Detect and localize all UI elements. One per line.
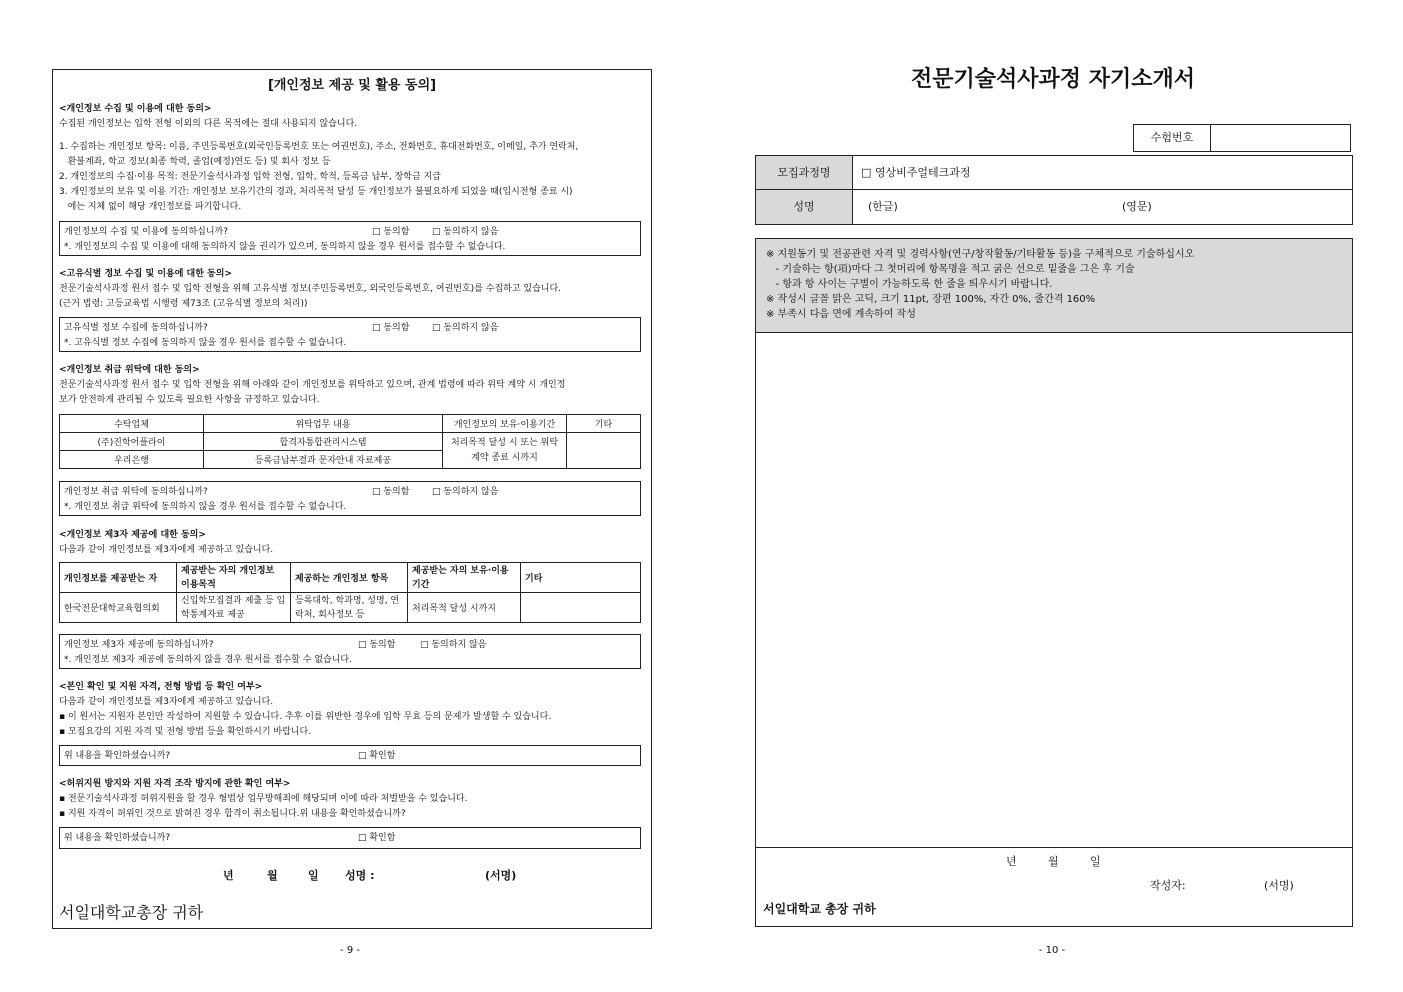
date-year: 년 bbox=[1006, 855, 1017, 868]
table-header: 개인정보의 보유·이용기간 bbox=[443, 415, 567, 433]
confirm-box bbox=[59, 827, 641, 849]
consent-note: *. 개인정보의 수집 및 이용에 대해 동의하지 않을 권리가 있으며, 동의하지 않을 경우 원서를 접수할 수 없습니다. bbox=[64, 242, 506, 252]
table-cell bbox=[521, 593, 641, 623]
instruction-line: - 기술하는 항(項)마다 그 첫머리에 항목명을 적고 굵은 선으로 밑줄을 그은 후 기술 bbox=[766, 264, 1135, 275]
table-header: 수탁업체 bbox=[60, 415, 204, 433]
row-divider bbox=[853, 189, 1352, 190]
sign-month: 월 bbox=[267, 869, 278, 882]
section-heading: <고유식별 정보 수집 및 이용에 대한 동의> bbox=[59, 269, 232, 279]
sign-day: 일 bbox=[308, 869, 319, 882]
table-header: 기타 bbox=[567, 415, 641, 433]
consent-box bbox=[59, 221, 641, 256]
disagree-checkbox[interactable]: □ 동의하지 않음 bbox=[432, 487, 499, 497]
section-text: ▪ 지원 자격이 허위인 것으로 밝혀진 경우 합격이 취소됩니다.위 내용을 확인하셨습니까? bbox=[59, 809, 406, 819]
section-text: 다음과 같이 개인정보를 제3자에게 제공하고 있습니다. bbox=[59, 697, 274, 707]
agree-checkbox[interactable]: □ 동의함 bbox=[372, 323, 410, 333]
section-heading: <본인 확인 및 지원 자격, 전형 방법 등 확인 여부> bbox=[59, 682, 263, 692]
essay-title: 전문기술석사과정 자기소개서 bbox=[911, 67, 1195, 92]
section-text: 보가 안전하게 관리될 수 있도록 필요한 사항을 규정하고 있습니다. bbox=[59, 395, 320, 405]
agree-checkbox[interactable]: □ 동의함 bbox=[372, 487, 410, 497]
section-text: ▪ 이 원서는 지원자 본인만 작성하여 지원할 수 있습니다. 추후 이를 위반한 경우에 입학 무효 등의 문제가 발생할 수 있습니다. bbox=[59, 712, 552, 722]
section-heading: <허위지원 방지와 지원 자격 조작 방지에 관한 확인 여부> bbox=[59, 779, 291, 789]
sign-seal: (서명) bbox=[485, 869, 517, 882]
confirm-question: 위 내용을 확인하셨습니까? bbox=[64, 833, 171, 843]
disagree-checkbox[interactable]: □ 동의하지 않음 bbox=[432, 227, 499, 237]
exam-number-field[interactable] bbox=[1209, 124, 1351, 152]
table-header: 기타 bbox=[521, 563, 641, 593]
section-text: (근거 법령: 고등교육법 시행령 제73조 (고유식별 정보의 처리)) bbox=[59, 299, 308, 309]
disagree-checkbox[interactable]: □ 동의하지 않음 bbox=[432, 323, 499, 333]
consent-question: 개인정보 취급 위탁에 동의하십니까? bbox=[64, 487, 208, 497]
section-text: 3. 개인정보의 보유 및 이용 기간: 개인정보 보유기간의 경과, 처리목적 달성 등 개인정보가 불필요하게 되었을 때(입시전형 종료 시) bbox=[59, 187, 573, 197]
confirm-checkbox[interactable]: □ 확인함 bbox=[358, 751, 396, 761]
instruction-line: ※ 부족시 다음 면에 계속하여 작성 bbox=[766, 309, 916, 320]
exam-number-label: 수험번호 bbox=[1133, 124, 1211, 152]
consent-note: *. 개인정보 제3자 제공에 동의하지 않을 경우 원서를 접수할 수 없습니다. bbox=[64, 655, 352, 665]
table-header: 위탁업무 내용 bbox=[204, 415, 443, 433]
sign-year: 년 bbox=[223, 869, 234, 882]
name-english-field[interactable]: (영문) bbox=[1122, 200, 1152, 213]
date-day: 일 bbox=[1090, 855, 1101, 868]
table-cell bbox=[567, 433, 641, 469]
instruction-line: ※ 지원동기 및 전공관련 자격 및 경력사항(연구/창작활동/기타활동 등)을 구체적으로 기술하십시오 bbox=[766, 249, 1195, 260]
name-label: 성명 bbox=[756, 190, 853, 224]
section-text: 1. 수집하는 개인정보 항목: 이름, 주민등록번호(외국인등록번호 또는 여권번호), 주소, 전화번호, 휴대전화번호, 이메일, 추가 연락처, bbox=[59, 142, 579, 152]
consent-form-page bbox=[52, 69, 652, 929]
agree-checkbox[interactable]: □ 동의함 bbox=[358, 640, 396, 650]
section-text: 전문기술석사과정 원서 접수 및 입학 전형을 위해 아래와 같이 개인정보를 위탁하고 있으며, 관계 법령에 따라 위탁 계약 시 개인정 bbox=[59, 380, 566, 390]
consent-note: *. 개인정보 취급 위탁에 동의하지 않을 경우 원서를 접수할 수 없습니다. bbox=[64, 502, 347, 512]
section-text: 환불계좌, 학교 정보(최종 학력, 졸업(예정)연도 등) 및 회사 정보 등 bbox=[59, 157, 331, 167]
course-label: 모집과정명 bbox=[756, 156, 853, 190]
essay-divider bbox=[756, 847, 1352, 848]
table-header: 제공받는 자의 개인정보 이용목적 bbox=[177, 563, 291, 593]
table-header: 제공받는 자의 보유·이용기간 bbox=[408, 563, 521, 593]
table-cell: 합격자통합관리시스템 bbox=[204, 433, 443, 451]
confirm-question: 위 내용을 확인하셨습니까? bbox=[64, 751, 171, 761]
applicant-info-table bbox=[755, 155, 1353, 225]
table-cell: 처리목적 달성 시까지 bbox=[408, 593, 521, 623]
consent-question: 고유식별 정보 수집에 동의하십니까? bbox=[64, 323, 208, 333]
essay-box bbox=[755, 238, 1353, 927]
confirm-box bbox=[59, 745, 641, 766]
section-heading: <개인정보 제3자 제공에 대한 동의> bbox=[59, 530, 206, 540]
table-cell: 처리목적 달성 시 또는 위탁계약 종료 시까지 bbox=[443, 433, 567, 469]
agree-checkbox[interactable]: □ 동의함 bbox=[372, 227, 410, 237]
consent-box bbox=[59, 481, 641, 516]
name-korean-field[interactable]: (한글) bbox=[868, 200, 898, 213]
instruction-line: - 항과 항 사이는 구별이 가능하도록 한 줄을 띄우시기 바랍니다. bbox=[766, 279, 1053, 290]
third-party-table bbox=[59, 562, 641, 623]
page-number: - 9 - bbox=[340, 945, 360, 956]
section-text: 다음과 같이 개인정보를 제3자에게 제공하고 있습니다. bbox=[59, 545, 274, 555]
addressee: 서일대학교 총장 귀하 bbox=[763, 902, 876, 916]
outsourcing-table bbox=[59, 414, 641, 469]
course-checkbox[interactable]: □ 영상비주얼테크과정 bbox=[861, 166, 971, 179]
instructions-panel bbox=[756, 239, 1352, 333]
confirm-checkbox[interactable]: □ 확인함 bbox=[358, 833, 396, 843]
section-text: 수집된 개인정보는 입학 전형 이외의 다른 목적에는 절대 사용되지 않습니다. bbox=[59, 119, 358, 129]
consent-question: 개인정보 제3자 제공에 동의하십니까? bbox=[64, 640, 214, 650]
table-cell: 등록대학, 학과명, 성명, 연락처, 회사정보 등 bbox=[291, 593, 408, 623]
section-heading: <개인정보 수집 및 이용에 대한 동의> bbox=[59, 104, 212, 114]
date-month: 월 bbox=[1048, 855, 1059, 868]
table-cell: 신입학모집결과 제출 등 입학통계자료 제공 bbox=[177, 593, 291, 623]
section-text: 에는 지체 없이 해당 개인정보를 파기합니다. bbox=[59, 202, 242, 212]
section-text: 2. 개인정보의 수집·이용 목적: 전문기술석사과정 입학 전형, 입학, 학적, 등록금 납부, 장학금 지급 bbox=[59, 172, 441, 182]
disagree-checkbox[interactable]: □ 동의하지 않음 bbox=[420, 640, 487, 650]
table-header: 개인정보를 제공받는 자 bbox=[60, 563, 177, 593]
consent-box bbox=[59, 317, 641, 352]
consent-question: 개인정보의 수집 및 이용에 동의하십니까? bbox=[64, 227, 229, 237]
consent-title: [개인정보 제공 및 활용 동의] bbox=[267, 78, 437, 93]
table-header: 제공하는 개인정보 항목 bbox=[291, 563, 408, 593]
section-heading: <개인정보 취급 위탁에 대한 동의> bbox=[59, 365, 200, 375]
section-text: ▪ 전문기술석사과정 허위지원을 할 경우 형법상 업무방해죄에 해당되며 이에 따라 처벌받을 수 있습니다. bbox=[59, 794, 468, 804]
table-cell: 등록금납부결과 문자안내 자료제공 bbox=[204, 451, 443, 469]
addressee: 서일대학교총장 귀하 bbox=[59, 903, 204, 922]
table-cell: (주)진학어플라이 bbox=[60, 433, 204, 451]
section-text: ▪ 모집요강의 지원 자격 및 전형 방법 등을 확인하시기 바랍니다. bbox=[59, 727, 312, 737]
instruction-line: ※ 작성시 글꼴 맑은 고딕, 크기 11pt, 장편 100%, 자간 0%, 줄간격 160% bbox=[766, 294, 1096, 305]
page-number: - 10 - bbox=[1038, 945, 1066, 956]
consent-box bbox=[59, 634, 641, 669]
table-cell: 우리은행 bbox=[60, 451, 204, 469]
writer-seal: (서명) bbox=[1264, 879, 1294, 892]
writer-label: 작성자: bbox=[1150, 879, 1186, 892]
essay-text-area[interactable] bbox=[756, 333, 1352, 847]
sign-name-label: 성명 : bbox=[345, 869, 375, 882]
consent-note: *. 고유식별 정보 수집에 동의하지 않을 경우 원서를 접수할 수 없습니다. bbox=[64, 338, 347, 348]
section-text: 전문기술석사과정 원서 접수 및 입학 전형을 위해 고유식별 정보(주민등록번호, 외국인등록번호, 여권번호)를 수집하고 있습니다. bbox=[59, 284, 562, 294]
table-cell: 한국전문대학교육협의회 bbox=[60, 593, 177, 623]
